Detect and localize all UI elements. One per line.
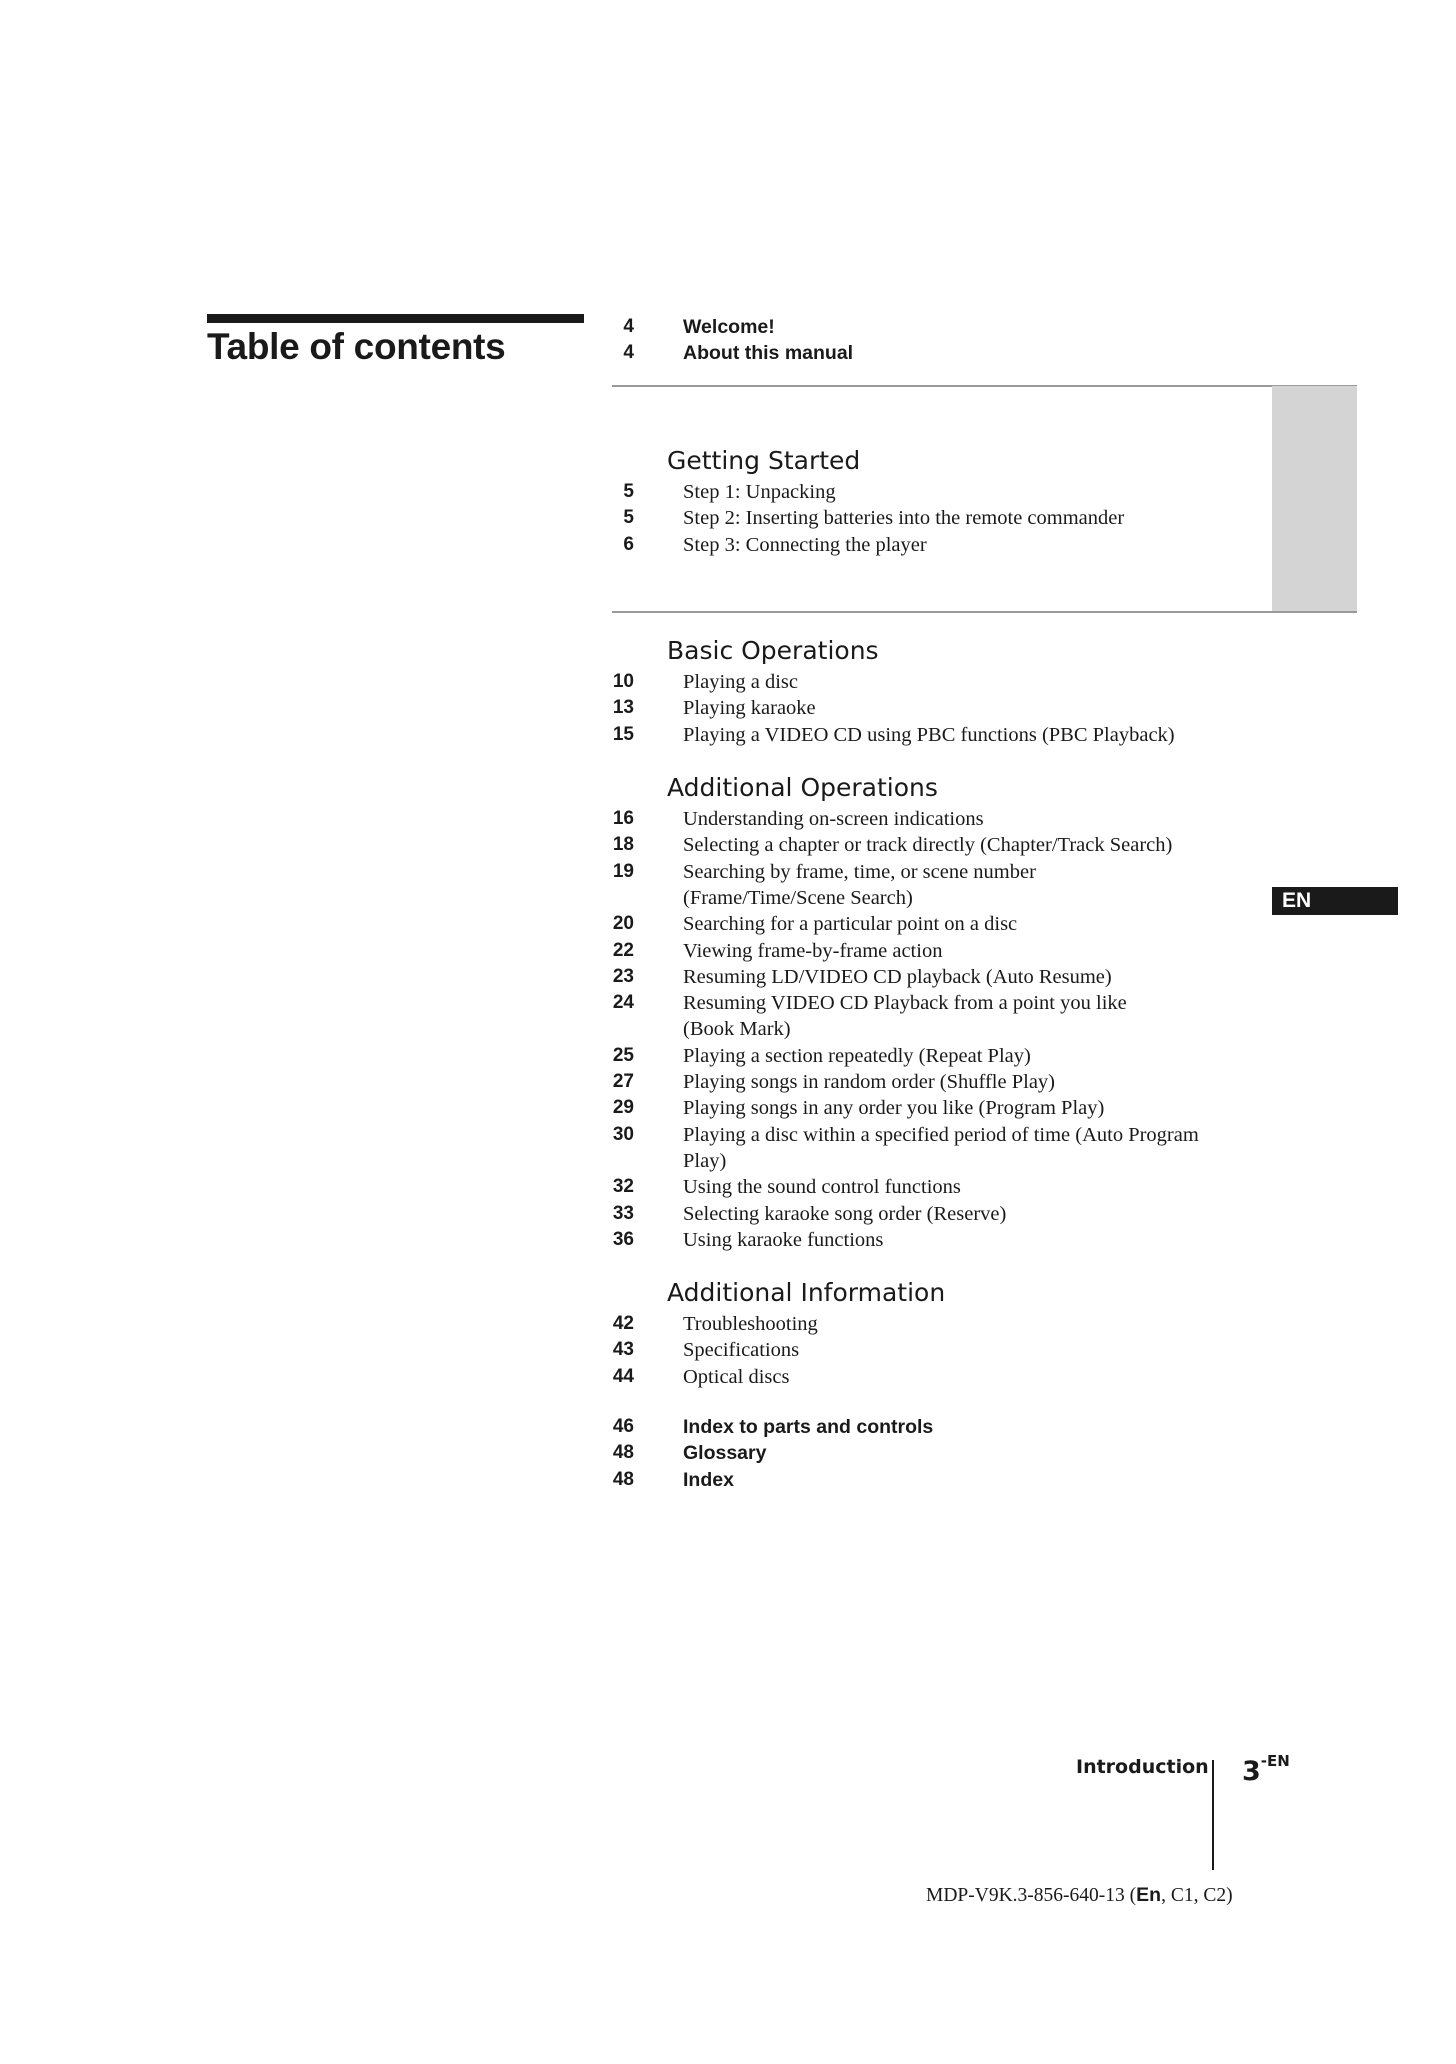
toc-entry[interactable] [0,505,1456,532]
model-code-bold: En [1136,1884,1162,1906]
toc-entry[interactable] [0,990,1456,1041]
toc-page-number: 5 [623,481,634,502]
toc-page-number: 24 [612,992,634,1014]
toc-page-number: 10 [612,671,634,692]
toc-entry[interactable] [0,1311,1456,1338]
section-divider [612,385,1357,387]
section-heading: Additional Information [667,1278,946,1307]
toc-entry-label: Index [683,1468,734,1491]
toc-entry-label-continued: (Frame/Time/Scene Search) [683,886,913,909]
toc-entry-label: Using karaoke functions [683,1228,884,1251]
section-divider [612,611,1357,613]
toc-page-number: 36 [612,1228,634,1250]
toc-entry-label: Playing songs in any order you like (Program Play) [683,1097,1105,1120]
page-title: Table of contents [207,326,506,367]
model-code-suffix: , C1, C2) [1161,1885,1233,1906]
toc-entry[interactable] [0,479,1456,506]
toc-entry-label: Index to parts and controls [683,1416,934,1438]
page-number [1242,1752,1290,1787]
toc-entry[interactable] [0,832,1456,859]
language-tab: EN [1272,887,1398,915]
toc-entry[interactable] [0,1069,1456,1096]
toc-entry[interactable] [0,1043,1456,1070]
toc-entry[interactable] [0,859,1456,909]
toc-entry-label: Playing a section repeatedly (Repeat Play) [683,1044,1031,1067]
toc-entry[interactable] [0,340,1456,367]
toc-page-number: 4 [623,342,634,364]
toc-entry-label: Selecting karaoke song order (Reserve) [683,1202,1007,1225]
toc-entry[interactable] [0,1440,1456,1467]
toc-entry-label-continued: (Book Mark) [683,1018,791,1041]
toc-entry-label: Viewing frame-by-frame action [683,939,943,962]
model-code [926,1884,1233,1907]
toc-entry-label: Using the sound control functions [683,1176,961,1199]
toc-entry[interactable] [0,532,1456,559]
toc-entry[interactable] [0,1174,1456,1201]
page-number-suffix: -EN [1260,1752,1290,1770]
toc-page-number: 33 [612,1202,634,1224]
toc-entry-label: Specifications [683,1339,800,1362]
toc-entry-label: Resuming LD/VIDEO CD playback (Auto Resume) [683,965,1112,988]
toc-entry-label: Welcome! [683,316,775,338]
toc-entry[interactable] [0,1364,1456,1391]
toc-entry-label: Step 2: Inserting batteries into the remote commander [683,507,1125,530]
toc-entry[interactable] [0,964,1456,991]
toc-page-number: 18 [612,834,634,856]
toc-page-number: 16 [612,808,634,829]
toc-entry[interactable] [0,806,1456,833]
toc-entry-label: About this manual [683,342,854,365]
toc-entry-label: Optical discs [683,1365,790,1388]
toc-page-number: 48 [612,1442,634,1464]
toc-entry[interactable] [0,938,1456,965]
toc-page-number: 29 [612,1097,634,1119]
toc-page-number: 23 [612,965,634,987]
toc-entry-label: Playing karaoke [683,697,816,720]
toc-entry[interactable] [0,1467,1456,1494]
toc-entry-label: Resuming VIDEO CD Playback from a point you like [683,992,1127,1015]
toc-page-number: 13 [612,697,634,719]
page-number-value: 3 [1242,1756,1261,1787]
toc-page-number: 6 [623,533,634,555]
toc-entry-label: Glossary [683,1442,767,1465]
toc-entry-label: Troubleshooting [683,1313,818,1335]
toc-entry-label: Playing a disc [683,671,799,693]
toc-entry-label: Playing songs in random order (Shuffle Play) [683,1071,1055,1093]
toc-entry-label-continued: Play) [683,1149,727,1172]
toc-page-number: 44 [612,1365,634,1387]
toc-page-number: 5 [623,507,634,529]
toc-page-number: 20 [612,913,634,935]
toc-page-number: 25 [612,1044,634,1066]
toc-entry[interactable] [0,1122,1456,1172]
toc-page-number: 42 [612,1313,634,1334]
toc-entry-label: Playing a VIDEO CD using PBC functions (PBC Playback) [683,723,1175,746]
model-code-prefix: MDP-V9K.3-856-640-13 ( [926,1885,1137,1906]
toc-entry-label: Understanding on-screen indications [683,808,984,830]
toc-page-number: 27 [612,1071,634,1092]
toc-page-number: 4 [623,316,634,337]
toc-entry[interactable] [0,1201,1456,1228]
toc-page-number: 15 [612,723,634,745]
toc-entry-label: Step 1: Unpacking [683,481,836,503]
toc-page-number: 43 [612,1339,634,1361]
section-heading: Additional Operations [667,773,938,802]
toc-entry-label: Playing a disc within a specified period of time (Auto Program [683,1123,1199,1146]
toc-entry[interactable] [0,1095,1456,1122]
toc-entry[interactable] [0,695,1456,722]
section-heading: Getting Started [667,446,861,475]
toc-page-number: 22 [612,939,634,961]
toc-entry[interactable] [0,1227,1456,1254]
toc-entry-label: Step 3: Connecting the player [683,533,927,556]
toc-page-number: 19 [612,860,634,882]
toc-page-number: 32 [612,1176,634,1198]
footer-divider [1212,1760,1214,1870]
section-heading: Basic Operations [667,636,879,665]
toc-page-number: 46 [612,1416,634,1437]
toc-entry-label: Selecting a chapter or track directly (Chapter/Track Search) [683,834,1173,857]
toc-page-number: 30 [612,1123,634,1145]
toc-entry[interactable] [0,1414,1456,1441]
toc-entry-label: Searching for a particular point on a disc [683,913,1018,936]
toc-entry[interactable] [0,314,1456,341]
toc-entry[interactable] [0,722,1456,749]
toc-entry[interactable] [0,911,1456,938]
toc-entry[interactable] [0,1337,1456,1364]
footer-section-label: Introduction [1076,1756,1209,1778]
toc-page-number: 48 [612,1468,634,1490]
toc-entry-label: Searching by frame, time, or scene number [683,860,1036,883]
toc-entry[interactable] [0,669,1456,696]
